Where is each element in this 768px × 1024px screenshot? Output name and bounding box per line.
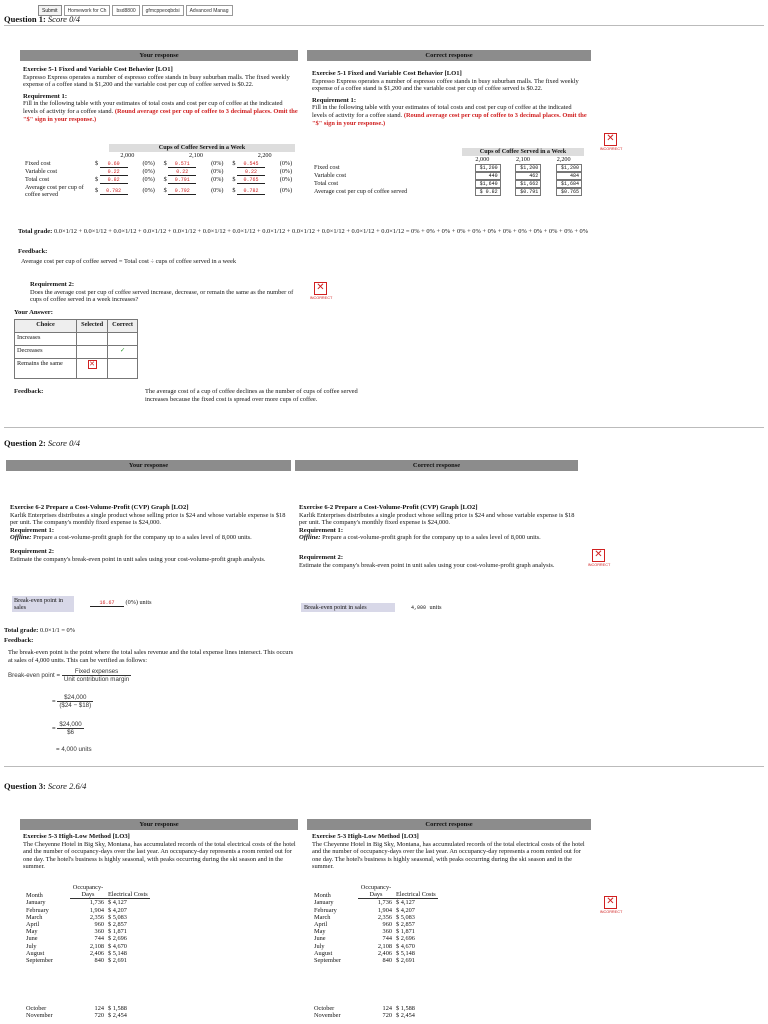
q1-total-grade: Total grade: 0.0×1/12 + 0.0×1/12 + 0.0×1/12 + 0.0×1/12 + 0.0×1/12 + 0.0×1/12 + 0.0×1/12 + 0.0×1/12 + 0.0×1/12 + 0.0×1/12 + 0.0×1/12 + 0.0×1/12 = 0% + 0% + 0% + 0% + 0% + 0% + 0% + 0% + 0% + 0% + 0% + 0% bbox=[18, 228, 589, 235]
column-header: Month bbox=[26, 891, 43, 899]
table-row bbox=[312, 914, 438, 921]
table-cell: 2,356 bbox=[89, 913, 104, 921]
choice-row[interactable]: Decreases ✓ bbox=[15, 346, 138, 359]
table-cell: January bbox=[314, 899, 334, 907]
table-cell: 360 bbox=[94, 928, 104, 936]
q3-your-exercise: Exercise 5-3 High-Low Method [LO3] The Cheyenne Hotel in Big Sky, Montana, has accumulated records of the total electrical costs of the hotel and the number of occupancy-days over the last year. An occupancy-day represents a room rented out for one day. The hotel's business is highly seasonal, with peaks occurring during the ski season and in the summer. bbox=[23, 833, 296, 871]
table-row bbox=[24, 928, 150, 935]
table-cell: July bbox=[314, 942, 325, 950]
column-header: Electrical Costs bbox=[394, 884, 438, 899]
table-cell: 840 bbox=[382, 957, 392, 965]
answer-input[interactable]: 0.782 bbox=[100, 188, 128, 195]
question-2-title: Question 2: Score 0/4 bbox=[4, 438, 80, 448]
table-cell: August bbox=[314, 949, 333, 957]
column-header: Occupancy-Days bbox=[70, 884, 106, 899]
table-row bbox=[24, 914, 150, 921]
bep-label: Break-even point in sales bbox=[301, 603, 395, 612]
table-cell: June bbox=[26, 935, 38, 943]
column-header: Occupancy-Days bbox=[358, 884, 394, 899]
table-cell: February bbox=[314, 906, 337, 914]
table-cell: 744 bbox=[382, 935, 392, 943]
correct-value: 4,000 bbox=[398, 605, 428, 611]
table-cell: 720 bbox=[382, 1012, 392, 1020]
table-cell: $ 4,670 bbox=[396, 942, 415, 950]
table-row bbox=[312, 1012, 417, 1019]
table-row bbox=[312, 943, 438, 950]
table-row bbox=[312, 950, 438, 957]
incorrect-icon: ✕ bbox=[604, 133, 617, 146]
q1-your-exercise: Exercise 5-1 Fixed and Variable Cost Behavior [LO1] Espresso Express operates a number of espresso coffee stands in busy suburban malls. The fixed weekly expense of a coffee stand is $1,200 and the variable cost per cup of coffee served is $0.22. Requirement 1: Fill in the following table with your estimates of total costs and cost per cup of coffee at the indicated levels of activity for a coffee stand. (Round average cost per cup of coffee to 3 decimal places. Omit the "$" sign in your response.) bbox=[23, 66, 298, 123]
table-row bbox=[24, 1012, 129, 1019]
table-row: Fixed cost $ 0.60 (0%) $ 0.571 (0%) $ 0.545 (0%) bbox=[25, 160, 293, 167]
table-cell: July bbox=[26, 942, 37, 950]
incorrect-label: INCORRECT bbox=[599, 147, 623, 151]
course-field[interactable]: Homework for Ch bbox=[64, 5, 111, 16]
incorrect-icon: ✕ bbox=[604, 896, 617, 909]
table-cell: 744 bbox=[94, 935, 104, 943]
table-row: Fixed cost $1,200 $1,200 $1,200 bbox=[312, 164, 584, 172]
table-cell: August bbox=[26, 949, 45, 957]
correct-value: 440 bbox=[475, 172, 501, 180]
table-row: Total cost $1,640 $1,662 $1,684 bbox=[312, 180, 584, 188]
correct-value: $1,200 bbox=[515, 164, 541, 172]
table-cell: 2,406 bbox=[377, 949, 392, 957]
table-cell: $ 1,871 bbox=[396, 928, 415, 936]
table-row bbox=[312, 957, 438, 964]
table-cell: 1,904 bbox=[89, 906, 104, 914]
table-cell: $ 4,207 bbox=[396, 906, 415, 914]
table-row bbox=[312, 935, 438, 942]
table-cell: 1,736 bbox=[89, 899, 104, 907]
question-1-score: Score 0/4 bbox=[47, 14, 80, 24]
table-cell: April bbox=[26, 921, 40, 929]
table-cell: $ 2,696 bbox=[108, 935, 127, 943]
your-response-header: Your response bbox=[6, 460, 291, 471]
choice-row[interactable]: Remains the same ✕ bbox=[15, 359, 138, 379]
selected-incorrect-icon: ✕ bbox=[89, 360, 96, 368]
formula-step-1: = $\frac{\$24,000}{(\$24 - \$18)}$ bbox=[52, 694, 92, 709]
q3-correct-data-table bbox=[312, 884, 438, 964]
table-row bbox=[312, 907, 438, 914]
correct-value: $ 0.82 bbox=[475, 188, 501, 196]
table-cell: $ 1,588 bbox=[108, 1005, 127, 1012]
correct-value: 462 bbox=[515, 172, 541, 180]
table-cell: 124 bbox=[94, 1005, 104, 1012]
code-field[interactable]: gfmcppeoqbdsi bbox=[142, 5, 184, 16]
column-header: Electrical Costs bbox=[106, 884, 150, 899]
correct-value: $1,200 bbox=[475, 164, 501, 172]
answer-input[interactable]: 0.60 bbox=[100, 161, 128, 168]
q3-correct-exercise: Exercise 5-3 High-Low Method [LO3] The Cheyenne Hotel in Big Sky, Montana, has accumulated records of the total electrical costs of the hotel and the number of occupancy-days over the last year. An occupancy-day represents a room rented out for one day. The hotel's business is highly seasonal, with peaks occurring during the ski season and in the summer. bbox=[312, 833, 585, 871]
table-cell: May bbox=[314, 928, 326, 936]
incorrect-icon: ✕ bbox=[314, 282, 327, 295]
answer-input[interactable]: 16.67 bbox=[90, 600, 124, 607]
your-answer-label: Your Answer: bbox=[14, 309, 53, 316]
table-cell: $ 5,083 bbox=[396, 913, 415, 921]
q2-total-grade: Total grade: 0.0×1/1 = 0% bbox=[4, 627, 76, 634]
q1-your-table: Cups of Coffee Served in a Week 2,000 2,100 2,200 Fixed cost $ 0.60 (0%) $ 0.571 (0%) $ 0.545 (0%) Variable cost 0.22 (0%) 0.22 (0%) 0.22 (0%) Total cost $ 0.82 (0%) $ 0.791 (0%) $ 0.765 (0%) Average cost per cup of coffee served $ 0.782 (0%) $ 0.792 (0%) $ 0.782 (0%) bbox=[23, 144, 299, 198]
table-cell: 960 bbox=[94, 921, 104, 929]
table-row bbox=[24, 950, 150, 957]
q1-correct-exercise: Exercise 5-1 Fixed and Variable Cost Behavior [LO1] Espresso Express operates a number of espresso coffee stands in busy suburban malls. The fixed weekly expense of a coffee stand is $1,200 and the variable cost per cup of coffee served is $0.22. Requirement 1: Fill in the following table with your estimates of total costs and cost per cup of coffee at the indicated levels of activity for a coffee stand. (Round average cost per cup of coffee to 3 decimal places. Omit the "$" sign in your response.) bbox=[312, 70, 587, 127]
table-row: Variable cost 0.22 (0%) 0.22 (0%) 0.22 (0%) bbox=[25, 168, 293, 175]
table-cell: 1,736 bbox=[377, 899, 392, 907]
table-row: Average cost per cup of coffee served $ 0.82 $0.791 $0.765 bbox=[312, 188, 584, 196]
choice-row[interactable]: Increases bbox=[15, 333, 138, 346]
correct-value: $1,684 bbox=[556, 180, 582, 188]
correct-response-header: Correct response bbox=[295, 460, 578, 471]
table-row bbox=[24, 935, 150, 942]
q1-feedback2-label: Feedback: bbox=[14, 388, 44, 395]
table-cell: $ 4,127 bbox=[396, 899, 415, 907]
table-cell: February bbox=[26, 906, 49, 914]
correct-value: $1,640 bbox=[475, 180, 501, 188]
q1-req2: Requirement 2: Does the average cost per cup of coffee served increase, decrease, or remain the same as the number of cups of coffee served in a week increases? bbox=[30, 281, 294, 304]
table-cell: $ 2,454 bbox=[108, 1012, 127, 1020]
q3-your-data-table bbox=[24, 884, 150, 964]
table-row bbox=[312, 899, 438, 907]
table-cell: November bbox=[26, 1012, 53, 1020]
table-row bbox=[312, 928, 438, 935]
table-cell: March bbox=[26, 913, 43, 921]
q2-feedback: The break-even point is the point where the total sales revenue and the total expense lines intersect. This occurs at sales of 4,000 units. This can be verified as follows: bbox=[8, 649, 294, 664]
table-cell: 2,108 bbox=[377, 942, 392, 950]
table-row bbox=[24, 899, 150, 907]
answer-input[interactable]: 0.765 bbox=[237, 177, 265, 184]
q2-correct-exercise: Exercise 6-2 Prepare a Cost-Volume-Profit (CVP) Graph [LO2] Karlik Enterprises distributes a single product whose selling price is $24 and whose variable expense is $18 per unit. The company's monthly fixed expense is $24,000. Requirement 1: Offline: Prepare a cost-volume-profit graph for the company up to a sales level of 8,000 units. Requirement 2: Estimate the company's break-even point in unit sales using your cost-volume-profit graph analysis. bbox=[299, 504, 575, 569]
table-cell: 360 bbox=[382, 928, 392, 936]
formula-result: = 4,000 units bbox=[56, 746, 92, 753]
course-name-field[interactable]: Advanced Manag bbox=[186, 5, 233, 16]
question-3-score: Score 2.6/4 bbox=[47, 781, 87, 791]
answer-input[interactable]: 0.22 bbox=[237, 169, 265, 176]
submit-button[interactable]: Submit bbox=[38, 5, 62, 16]
table-cell: $ 1,871 bbox=[108, 928, 127, 936]
table-cell: 960 bbox=[382, 921, 392, 929]
answer-input[interactable]: 0.791 bbox=[168, 177, 196, 184]
table-cell: 840 bbox=[94, 957, 104, 965]
divider bbox=[4, 25, 764, 26]
answer-input[interactable]: 0.545 bbox=[237, 161, 265, 168]
q1-feedback2: The average cost of a cup of coffee declines as the number of cups of coffee served increases because the fixed cost is spread over more cups of coffee. bbox=[145, 388, 358, 403]
q1-feedback: Average cost per cup of coffee served = Total cost ÷ cups of coffee served in a week bbox=[21, 258, 237, 265]
table-cell: 2,406 bbox=[89, 949, 104, 957]
correct-value: $1,200 bbox=[556, 164, 582, 172]
table-cell: $ 2,691 bbox=[108, 957, 127, 965]
table-cell: $ 5,148 bbox=[108, 949, 127, 957]
q1-correct-table: Cups of Coffee Served in a Week 2,000 2,100 2,200 Fixed cost $1,200 $1,200 $1,200 Variable cost 440 462 484 Total cost $1,640 $1,662 $1,684 Average cost per cup of coffee served $ 0.82 $0.791 $0.765 bbox=[312, 148, 584, 196]
table-caption: Cups of Coffee Served in a Week bbox=[109, 144, 295, 152]
correct-check-icon: ✓ bbox=[108, 346, 138, 359]
table-cell: 2,356 bbox=[377, 913, 392, 921]
table-cell: 124 bbox=[382, 1005, 392, 1012]
table-cell: September bbox=[26, 957, 53, 965]
table-cell: $ 2,857 bbox=[396, 921, 415, 929]
q2-correct-answer: 4,000 units bbox=[398, 603, 442, 612]
correct-value: 484 bbox=[556, 172, 582, 180]
answer-input[interactable]: 0.22 bbox=[168, 169, 196, 176]
your-response-header: Your response bbox=[20, 819, 298, 830]
table-row bbox=[24, 943, 150, 950]
table-cell: $ 5,148 bbox=[396, 949, 415, 957]
bep-label: Break-even point in sales bbox=[12, 596, 74, 612]
table-row bbox=[24, 907, 150, 914]
correct-response-header: Correct response bbox=[307, 50, 591, 61]
q1-feedback-label: Feedback: bbox=[18, 248, 48, 255]
incorrect-icon: ✕ bbox=[592, 549, 605, 562]
question-2-score: Score 0/4 bbox=[47, 438, 80, 448]
q2-feedback-label: Feedback: bbox=[4, 637, 34, 644]
table-row bbox=[24, 1005, 129, 1012]
correct-value: $0.765 bbox=[556, 188, 582, 196]
table-row bbox=[312, 1005, 417, 1012]
table-cell: June bbox=[314, 935, 326, 943]
answer-input[interactable]: 0.782 bbox=[237, 188, 265, 195]
table-cell: 1,904 bbox=[377, 906, 392, 914]
choice-table: Choice Selected Correct Increases Decreases ✓ Remains the same ✕ bbox=[14, 319, 138, 379]
table-cell: January bbox=[26, 899, 46, 907]
correct-value: $1,662 bbox=[515, 180, 541, 188]
divider bbox=[4, 427, 764, 428]
table-row: Total cost $ 0.82 (0%) $ 0.791 (0%) $ 0.765 (0%) bbox=[25, 176, 293, 183]
correct-value: $0.791 bbox=[515, 188, 541, 196]
column-header: Month bbox=[314, 891, 331, 899]
table-cell: 2,108 bbox=[89, 942, 104, 950]
your-response-header: Your response bbox=[20, 50, 298, 61]
break-even-formula: Break-even point = $\frac{\text{Fixed expenses}}{\text{Unit contribution margin}}$ bbox=[8, 668, 130, 683]
table-cell: September bbox=[314, 957, 341, 965]
table-row bbox=[24, 957, 150, 964]
question-3-title: Question 3: Score 2.6/4 bbox=[4, 781, 87, 791]
table-cell: $ 2,857 bbox=[108, 921, 127, 929]
table-row bbox=[24, 921, 150, 928]
table-cell: $ 1,588 bbox=[396, 1005, 415, 1012]
table-cell: $ 4,670 bbox=[108, 942, 127, 950]
table-cell: $ 2,454 bbox=[396, 1012, 415, 1020]
q2-your-answer: 16.67 (0%) units bbox=[90, 599, 152, 607]
correct-response-header: Correct response bbox=[307, 819, 591, 830]
table-cell: November bbox=[314, 1012, 341, 1020]
table-row: Average cost per cup of coffee served $ 0.782 (0%) $ 0.792 (0%) $ 0.782 (0%) bbox=[25, 184, 293, 198]
table-cell: May bbox=[26, 928, 38, 936]
table-cell: $ 5,083 bbox=[108, 913, 127, 921]
answer-input[interactable]: 0.792 bbox=[168, 188, 196, 195]
answer-input[interactable]: 0.82 bbox=[100, 177, 128, 184]
divider bbox=[4, 766, 764, 767]
q3-your-data-table-cont bbox=[24, 1005, 129, 1019]
table-row bbox=[312, 921, 438, 928]
table-cell: April bbox=[314, 921, 328, 929]
table-cell: October bbox=[26, 1005, 47, 1012]
table-cell: October bbox=[314, 1005, 335, 1012]
table-row: Variable cost 440 462 484 bbox=[312, 172, 584, 180]
formula-step-2: = $\frac{\$24,000}{\$6}$ bbox=[52, 721, 82, 736]
answer-input[interactable]: 0.571 bbox=[168, 161, 196, 168]
table-cell: 720 bbox=[94, 1012, 104, 1020]
table-cell: $ 4,127 bbox=[108, 899, 127, 907]
table-header-row bbox=[24, 884, 150, 899]
question-1-title: Question 1: Score 0/4 bbox=[4, 14, 80, 24]
q2-your-exercise: Exercise 6-2 Prepare a Cost-Volume-Profit (CVP) Graph [LO2] Karlik Enterprises distributes a single product whose selling price is $24 and whose variable expense is $18 per unit. The company's monthly fixed expense is $24,000. Requirement 1: Offline: Prepare a cost-volume-profit graph for the company up to a sales level of 8,000 units. Requirement 2: Estimate the company's break-even point in unit sales using your cost-volume-profit graph analysis. bbox=[10, 504, 286, 563]
q3-correct-data-table-cont bbox=[312, 1005, 417, 1019]
table-cell: $ 4,207 bbox=[108, 906, 127, 914]
answer-input[interactable]: 0.22 bbox=[100, 169, 128, 176]
user-field[interactable]: bsd8800 bbox=[112, 5, 139, 16]
table-cell: March bbox=[314, 913, 331, 921]
table-cell: $ 2,691 bbox=[396, 957, 415, 965]
table-header-row bbox=[312, 884, 438, 899]
table-cell: $ 2,696 bbox=[396, 935, 415, 943]
